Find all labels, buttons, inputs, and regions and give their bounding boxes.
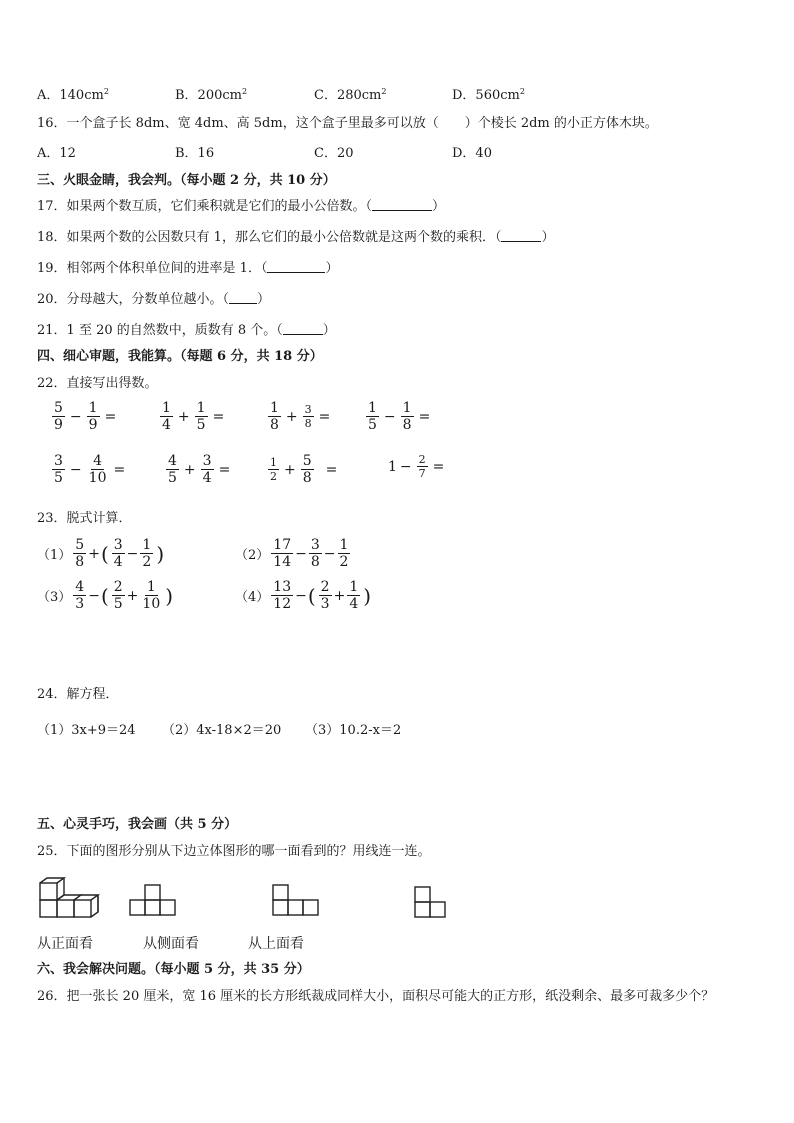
view-shape-2 <box>271 882 321 920</box>
q23-item-4: （4） $\frac{13}{12}$ − ( $\frac{2}{3}$ + $\frac{1}{4}$ ) <box>235 579 372 612</box>
section5-title: 五、心灵手巧，我会画（共 5 分） <box>37 817 238 832</box>
q16-option-a: A．12 <box>37 146 76 161</box>
answer-blank[interactable] <box>501 229 541 242</box>
q19: 19．相邻两个体积单位间的进率是 1．（ ） <box>37 261 339 276</box>
view-label-side: 从侧面看 <box>143 936 199 952</box>
q17: 17．如果两个数互质，它们乘积就是它们的最小公倍数。（ ） <box>37 199 446 214</box>
q22-expr-1: $\frac{5}{9}$ − $\frac{1}{9}$ = <box>54 400 117 433</box>
q24-equation-1: （1）3x+9＝24 <box>37 723 136 738</box>
answer-blank[interactable] <box>229 291 257 304</box>
q15-option-a: A．$140cm^2$ <box>37 87 109 103</box>
q22-expr-4: $\frac{1}{5}$ − $\frac{1}{8}$ = <box>368 400 431 433</box>
q15-option-d: D．$560cm^2$ <box>452 87 525 103</box>
q16-option-d: D．40 <box>452 146 492 161</box>
section3-title: 三、火眼金睛，我会判。（每小题 2 分，共 10 分） <box>37 173 336 188</box>
q22-expr-8: 1 − $\frac{2}{7}$ = <box>388 453 445 480</box>
q21: 21．1 至 20 的自然数中，质数有 8 个。（ ） <box>37 323 336 338</box>
q16-text: 16．一个盒子长 8dm、宽 4dm、高 5dm，这个盒子里最多可以放（ ）个棱长 2dm 的小正方体木块。 <box>37 116 658 131</box>
q22-expr-3: $\frac{1}{8}$ + $\frac{3}{8}$ = <box>270 400 331 433</box>
q24-title: 24．解方程． <box>37 687 119 702</box>
q22-title: 22．直接写出得数。 <box>37 376 158 391</box>
q23-item-1: （1） $\frac{5}{8}$ + ( $\frac{3}{4}$ − $\frac{1}{2}$ ) <box>37 537 165 570</box>
q16-option-b: B．16 <box>175 146 215 161</box>
view-shape-3 <box>413 884 449 922</box>
section6-title: 六、我会解决问题。（每小题 5 分，共 35 分） <box>37 962 310 977</box>
view-label-top: 从上面看 <box>248 936 304 952</box>
q22-expr-7: $\frac{1}{2}$ + $\frac{5}{8}$ = <box>270 453 338 486</box>
q15-option-c: C．$280cm^2$ <box>314 87 387 103</box>
section4-title: 四、细心审题，我能算。（每题 6 分，共 18 分） <box>37 349 323 364</box>
q23-item-2: （2） $\frac{17}{14}$ − $\frac{3}{8}$ − $\frac{1}{2}$ <box>235 537 349 570</box>
q24-equation-3: （3）10.2-x＝2 <box>305 723 402 738</box>
q25-text: 25．下面的图形分别从下边立体图形的哪一面看到的？用线连一连。 <box>37 844 431 859</box>
view-label-front: 从正面看 <box>37 936 93 952</box>
q24-equation-2: （2）4x-18×2＝20 <box>162 723 282 738</box>
q22-expr-2: $\frac{1}{4}$ + $\frac{1}{5}$ = <box>162 400 225 433</box>
q18: 18．如果两个数的公因数只有 1，那么它们的最小公倍数就是这两个数的乘积．（ ） <box>37 230 555 245</box>
q23-title: 23．脱式计算． <box>37 511 132 526</box>
solid-figure-diagram <box>38 876 102 920</box>
q22-expr-5: $\frac{3}{5}$ − $\frac{4}{10}$ = <box>54 453 126 486</box>
view-shape-1 <box>129 882 179 920</box>
q15-option-b: B．$200cm^2$ <box>175 87 248 103</box>
answer-blank[interactable] <box>267 260 325 273</box>
q22-expr-6: $\frac{4}{5}$ + $\frac{3}{4}$ = <box>168 453 231 486</box>
answer-blank[interactable] <box>283 322 323 335</box>
q16-option-c: C．20 <box>314 146 354 161</box>
q20: 20．分母越大，分数单位越小。（ ） <box>37 292 271 307</box>
q26-text: 26．把一张长 20 厘米，宽 16 厘米的长方形纸裁成同样大小，面积尽可能大的正方形，纸没剩余、最多可裁多少个？ <box>37 989 715 1004</box>
answer-blank[interactable] <box>372 198 432 211</box>
q23-item-3: （3） $\frac{4}{3}$ − ( $\frac{2}{5}$ + $\frac{1}{10}$ ) <box>37 579 174 612</box>
